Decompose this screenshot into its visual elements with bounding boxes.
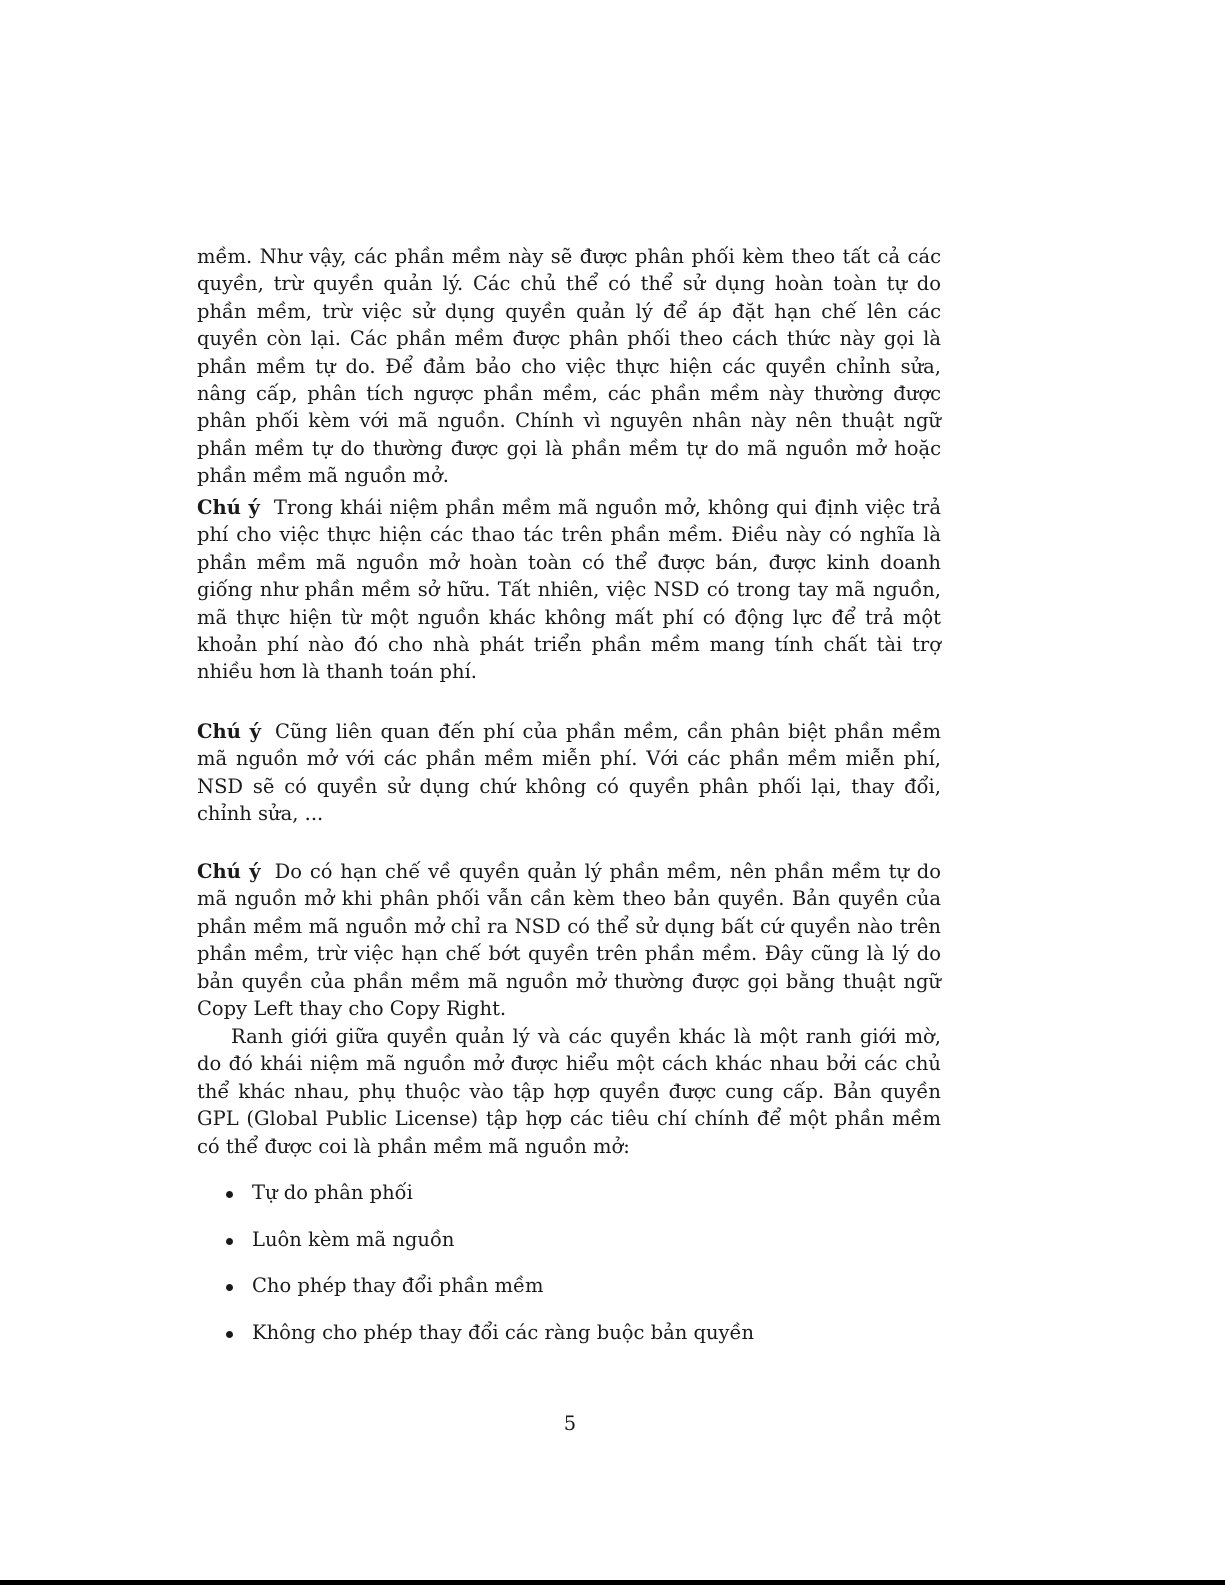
bullet-icon [226, 1191, 233, 1198]
note-label: Chú ý [197, 720, 261, 743]
note-label: Chú ý [197, 496, 260, 519]
list-item-text: Cho phép thay đổi phần mềm [252, 1274, 544, 1297]
bullet-icon [226, 1284, 233, 1291]
note-paragraph [197, 858, 941, 1022]
note-paragraph [197, 718, 941, 828]
note-text: Cũng liên quan đến phí của phần mềm, cần phân biệt phần mềm mã nguồn mở với các phần mềm miễn phí. Với các phần mềm miễn phí, NSD sẽ có quyền sử dụng chứ không có quyền phân phối lại, thay đổi, chỉnh sửa, ... [197, 720, 941, 826]
note-paragraph [197, 494, 941, 686]
list-item [222, 1272, 754, 1319]
list-item-text: Không cho phép thay đổi các ràng buộc bản quyền [252, 1320, 755, 1344]
list-item [222, 1179, 754, 1226]
body-paragraph: mềm. Như vậy, các phần mềm này sẽ được phân phối kèm theo tất cả các quyền, trừ quyền quản lý. Các chủ thể có thể sử dụng hoàn toàn tự do phần mềm, trừ việc sử dụng quyền quản lý để áp đặt hạn chế lên các quyền còn lại. Các phần mềm được phân phối theo cách thức này gọi là phần mềm tự do. Để đảm bảo cho việc thực hiện các quyền chỉnh sửa, nâng cấp, phân tích ngược phần mềm, các phần mềm này thường được phân phối kèm với mã nguồn. Chính vì nguyên nhân này nên thuật ngữ phần mềm tự do thường được gọi là phần mềm tự do mã nguồn mở hoặc phần mềm mã nguồn mở. [197, 245, 941, 488]
bullet-icon [226, 1238, 233, 1245]
note-text: Do có hạn chế về quyền quản lý phần mềm, nên phần mềm tự do mã nguồn mở khi phân phối vẫn cần kèm theo bản quyền. Bản quyền của phần mềm mã nguồn mở chỉ ra NSD có thể sử dụng bất cứ quyền nào trên phần mềm, trừ việc hạn chế bớt quyền trên phần mềm. Đây cũng là lý do bản quyền của phần mềm mã nguồn mở thường được gọi bằng thuật ngữ Copy Left thay cho Copy Right. [197, 860, 942, 1021]
bottom-edge-rule [0, 1580, 1225, 1585]
note-text: Trong khái niệm phần mềm mã nguồn mở, không qui định việc trả phí cho việc thực hiện các thao tác trên phần mềm. Điều này có nghĩa là phần mềm mã nguồn mở hoàn toàn có thể được bán, được kinh doanh giống như phần mềm sở hữu. Tất nhiên, việc NSD có trong tay mã nguồn, mã thực hiện từ một nguồn khác không mất phí có động lực để trả một khoản phí nào đó cho nhà phát triển phần mềm mang tính chất tài trợ nhiều hơn là thanh toán phí. [197, 496, 941, 684]
list-item [222, 1319, 754, 1366]
list-item [222, 1226, 754, 1273]
page-number: 5 [563, 1412, 577, 1435]
list-item-text: Tự do phân phối [252, 1181, 413, 1204]
list-item-text: Luôn kèm mã nguồn [252, 1227, 455, 1251]
criteria-list [222, 1179, 754, 1365]
note-label: Chú ý [197, 860, 261, 883]
bullet-icon [226, 1331, 233, 1338]
body-paragraph: Ranh giới giữa quyền quản lý và các quyền khác là một ranh giới mờ, do đó khái niệm mã nguồn mở được hiểu một cách khác nhau bởi các chủ thể khác nhau, phụ thuộc vào tập hợp quyền được cung cấp. Bản quyền GPL (Global Public License) tập hợp các tiêu chí chính để một phần mềm có thể được coi là phần mềm mã nguồn mở: [197, 1025, 941, 1158]
